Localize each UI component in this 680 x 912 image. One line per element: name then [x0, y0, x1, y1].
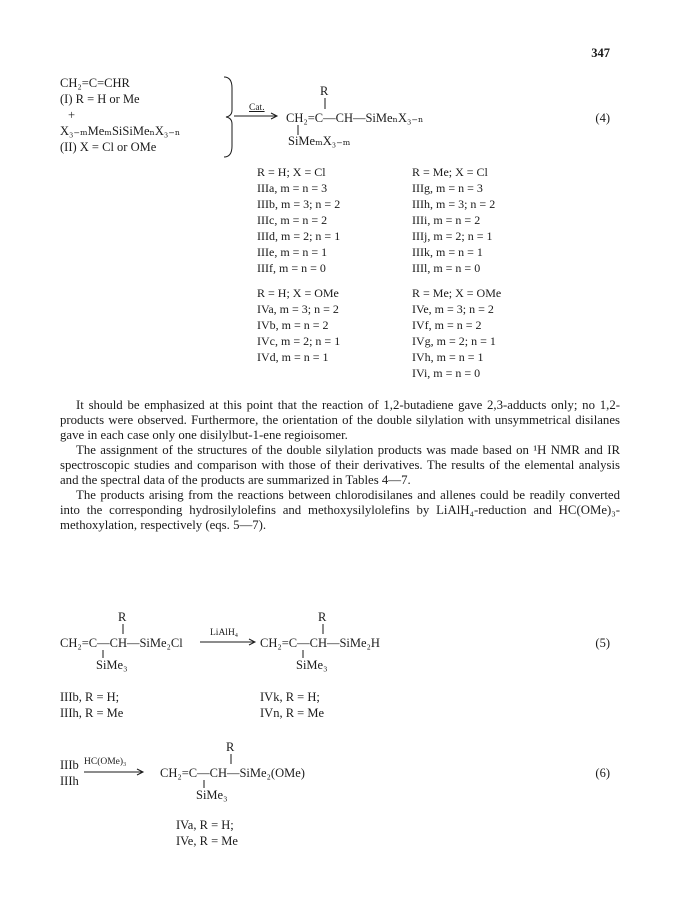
eq4-bond-r: [324, 98, 326, 109]
eq6-number: (6): [595, 766, 610, 780]
compound-row: IIIc, m = n = 2: [257, 213, 328, 227]
eq4-catalyst: Cat.: [249, 103, 265, 113]
series-iii-left-header: R = H; X = Cl: [257, 165, 326, 179]
eq5-reagent: LiAlH₄: [210, 628, 239, 638]
eq6-reactant: IIIb: [60, 758, 79, 772]
eq4-reactant2-label: (II) X = Cl or OMe: [60, 140, 157, 154]
eq4-reactant2-formula: X₃₋ₘMeₘSiSiMeₙX₃₋ₙ: [60, 124, 181, 138]
eq5-right-label: IVk, R = H;: [260, 690, 320, 704]
compound-row: IVc, m = 2; n = 1: [257, 334, 341, 348]
eq5-left-r: R: [118, 610, 127, 624]
eq5-right-bond-sub: [302, 650, 304, 658]
eq4-product-main: CH₂=C—CH—SiMeₙX₃₋ₙ: [286, 111, 424, 125]
eq5-number: (5): [595, 636, 610, 650]
compound-row: IIIk, m = n = 1: [412, 245, 483, 259]
series-iii-right-header: R = Me; X = Cl: [412, 165, 488, 179]
compound-row: IIIl, m = n = 0: [412, 261, 481, 275]
eq5-right-r: R: [318, 610, 327, 624]
eq6-product-main: CH₂=C—CH—SiMe₂(OMe): [160, 766, 305, 780]
series-iv-right-header: R = Me; X = OMe: [412, 286, 502, 300]
compound-row: IIIe, m = n = 1: [257, 245, 328, 259]
eq4-number: (4): [595, 111, 610, 125]
compound-row: IVg, m = 2; n = 1: [412, 334, 496, 348]
compound-row: IVh, m = n = 1: [412, 350, 484, 364]
compound-row: IIIi, m = n = 2: [412, 213, 481, 227]
eq5-left-label: IIIb, R = H;: [60, 690, 120, 704]
eq5-left-main: CH₂=C—CH—SiMe₂Cl: [60, 636, 183, 650]
eq6-label: IVa, R = H;: [176, 818, 234, 832]
eq4-plus: +: [68, 108, 76, 122]
compound-row: IIIj, m = 2; n = 1: [412, 229, 493, 243]
compound-row: IIIh, m = 3; n = 2: [412, 197, 496, 211]
eq6-bond-sub: [203, 780, 205, 788]
eq5-left-label: IIIh, R = Me: [60, 706, 124, 720]
paragraph: It should be emphasized at this point that the reaction of 1,2-butadiene gave 2,3-adducts only; no 1,2-products were observed. Furthermore, the orientation of the double silylation with unsymmetrical disilanes gave in each case only one disilylbut-1-ene regioisomer.: [60, 398, 620, 442]
eq6-reactant: IIIh: [60, 774, 79, 788]
compound-row: IVb, m = n = 2: [257, 318, 329, 332]
eq5-left-bond-r: [122, 624, 124, 634]
eq6-label: IVe, R = Me: [176, 834, 238, 848]
compound-row: IIIb, m = 3; n = 2: [257, 197, 341, 211]
paragraph: The assignment of the structures of the double silylation products was made based on ¹H NMR and IR spectroscopic studies and comparison with those of their derivatives. The results of the elemental analysis and the spectral data of the products are summarized in Tables 4—7.: [60, 443, 620, 487]
eq6-bond-r: [230, 754, 232, 764]
eq6-product-r: R: [226, 740, 235, 754]
compound-row: IVa, m = 3; n = 2: [257, 302, 339, 316]
eq5-right-label: IVn, R = Me: [260, 706, 324, 720]
compound-row: IIIg, m = n = 3: [412, 181, 483, 195]
eq5-right-main: CH₂=C—CH—SiMe₂H: [260, 636, 380, 650]
eq4-reactant1-formula: CH₂=C=CHR: [60, 76, 130, 90]
compound-row: IVe, m = 3; n = 2: [412, 302, 494, 316]
eq5-right-sub: SiMe₃: [296, 658, 328, 672]
compound-row: IIIa, m = n = 3: [257, 181, 328, 195]
eq5-arrow: [200, 638, 258, 646]
eq6-arrow: [84, 768, 146, 776]
eq4-reactant1-label: (I) R = H or Me: [60, 92, 140, 106]
eq6-product-sub: SiMe₃: [196, 788, 228, 802]
paragraph: The products arising from the reactions between chlorodisilanes and allenes could be readily converted into the corresponding hydrosilylolefins and methoxysilylolefins by LiAlH₄-reduction and HC(OMe)₃-methoxylation, respectively (eqs. 5—7).: [60, 488, 620, 532]
eq6-reagent: HC(OMe)₃: [84, 757, 127, 767]
compound-row: IIId, m = 2; n = 1: [257, 229, 341, 243]
eq5-left-bond-sub: [102, 650, 104, 658]
page-number: 347: [591, 46, 610, 60]
eq4-product-sub: SiMeₘX₃₋ₘ: [288, 134, 351, 148]
compound-row: IIIf, m = n = 0: [257, 261, 326, 275]
eq4-product-r: R: [320, 84, 329, 98]
eq4-arrow: [234, 112, 280, 120]
series-iv-left-header: R = H; X = OMe: [257, 286, 339, 300]
eq5-left-sub: SiMe₃: [96, 658, 128, 672]
body-text: [60, 398, 620, 533]
compound-row: IVd, m = n = 1: [257, 350, 329, 364]
compound-row: IVi, m = n = 0: [412, 366, 481, 380]
eq4-brace: [222, 76, 234, 158]
eq5-right-bond-r: [322, 624, 324, 634]
compound-row: IVf, m = n = 2: [412, 318, 482, 332]
